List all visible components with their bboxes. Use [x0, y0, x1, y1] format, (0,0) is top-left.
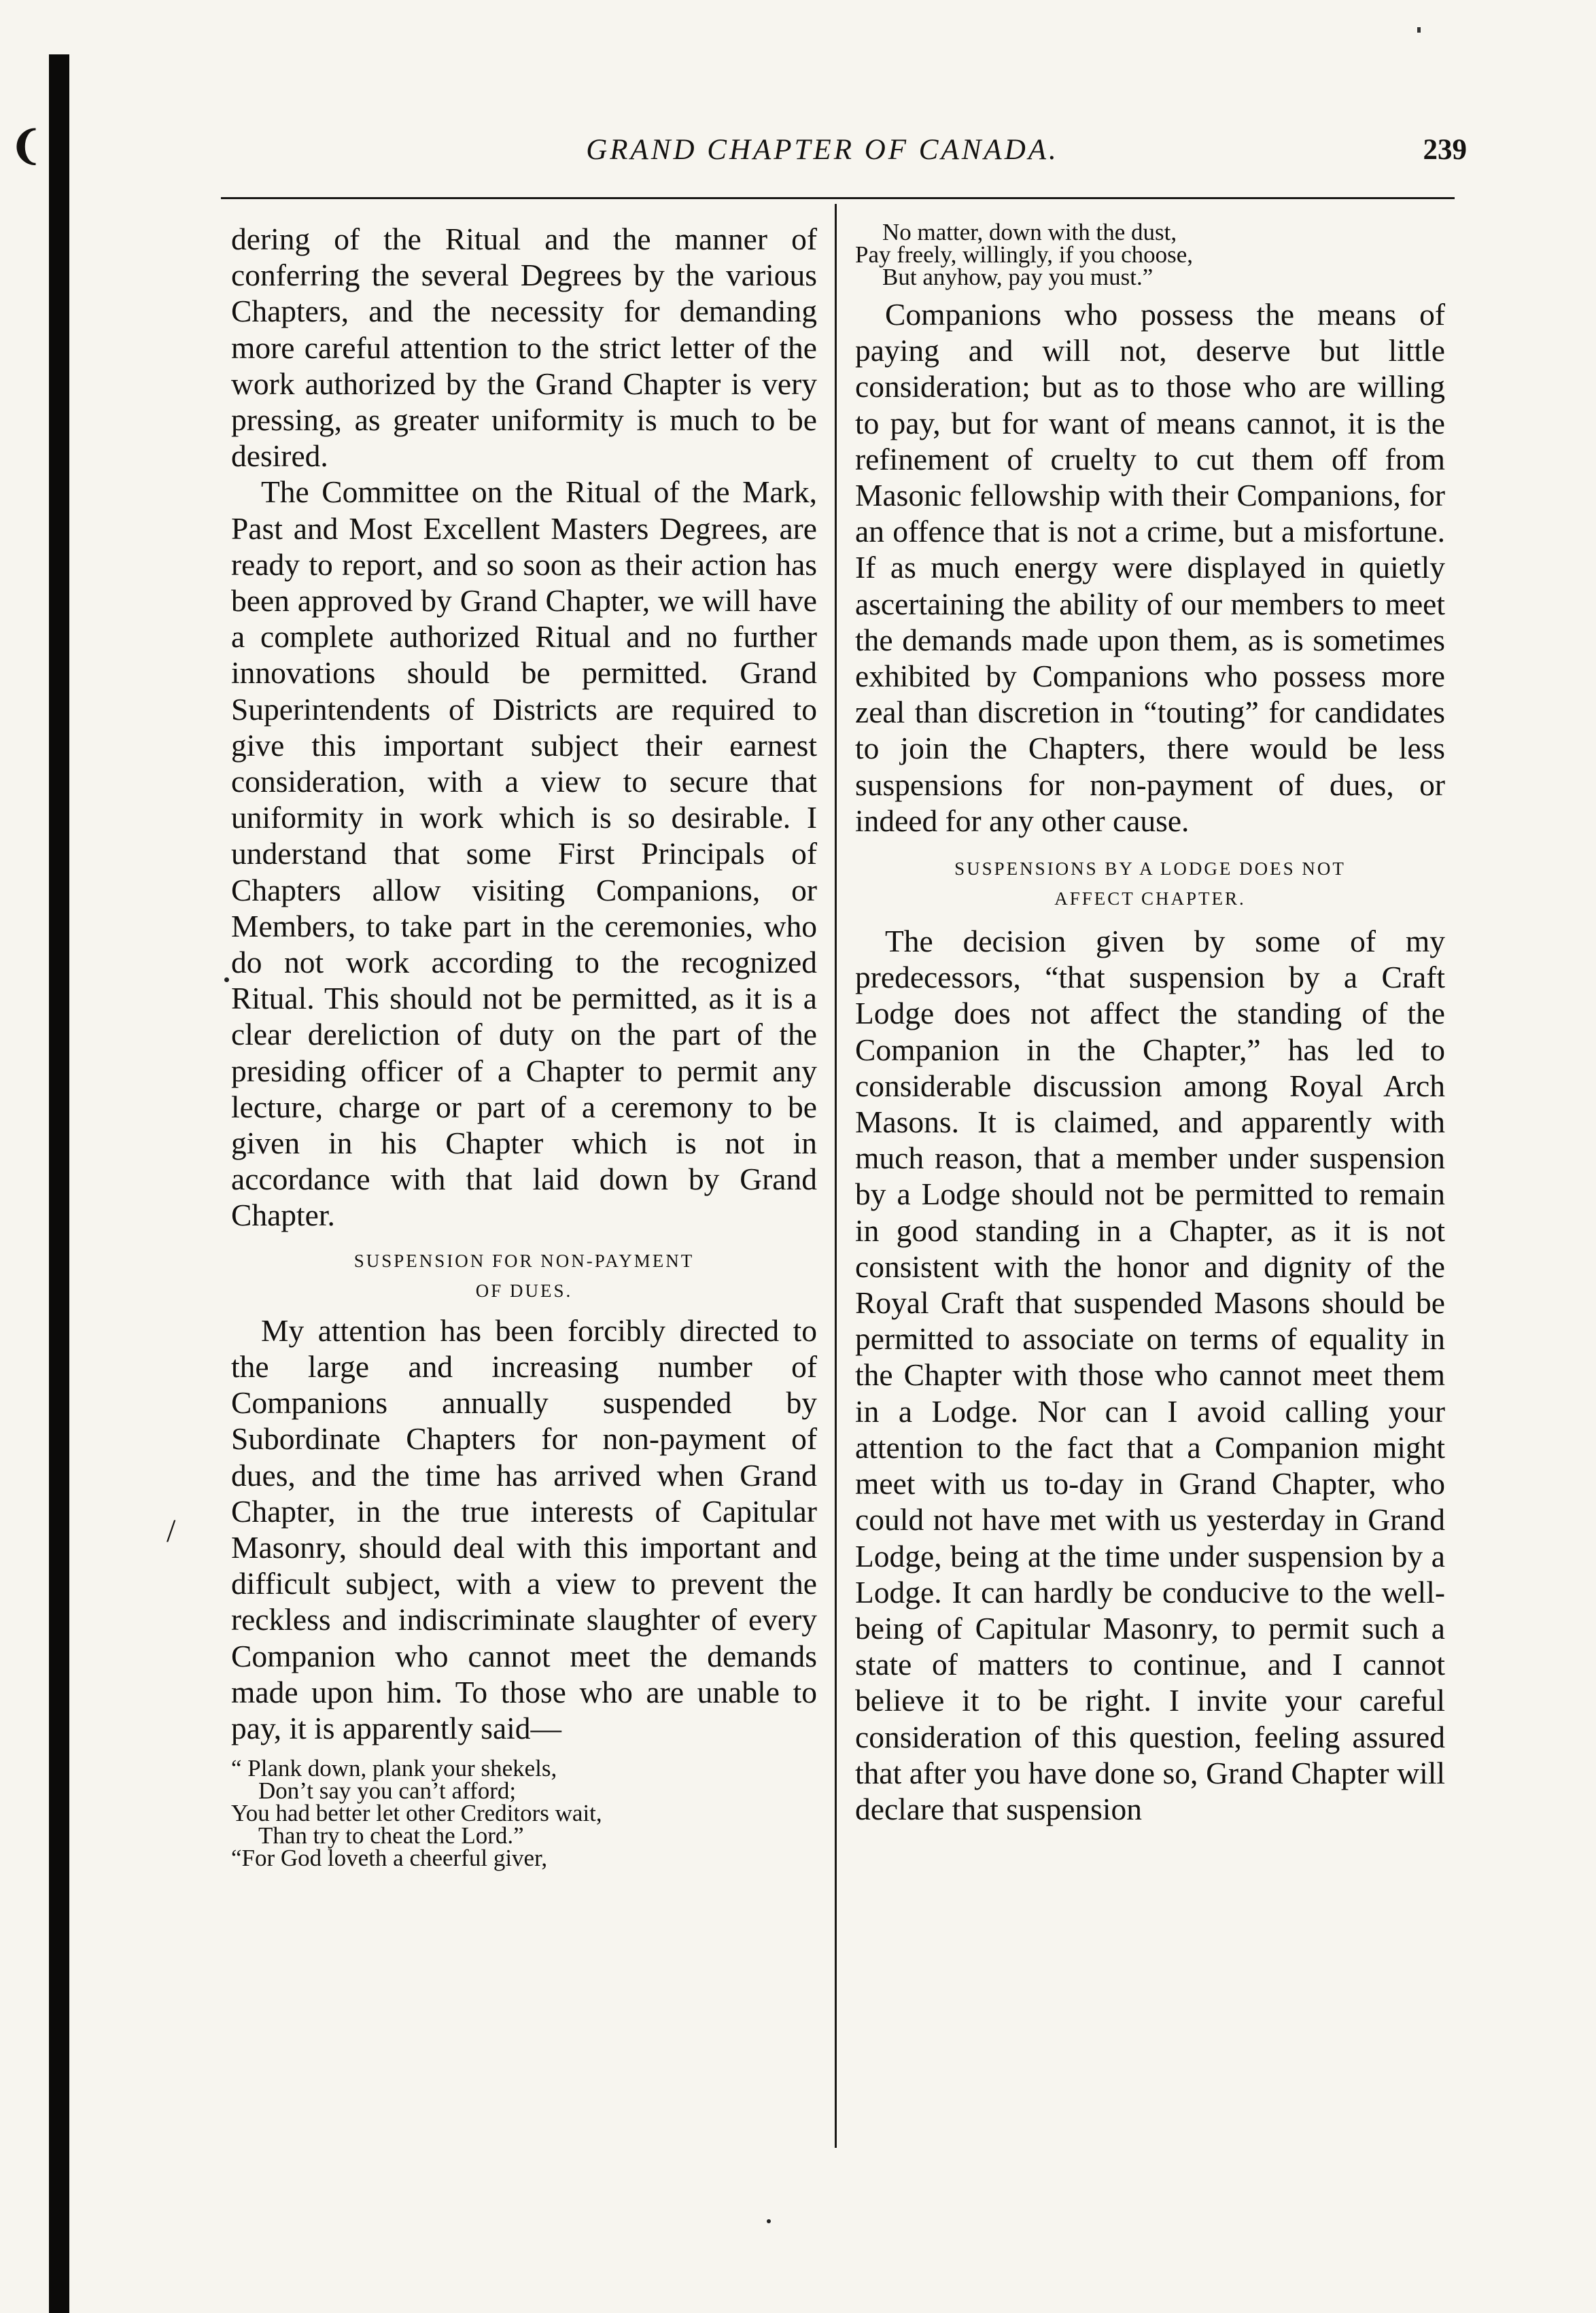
- left-verse: [231, 1755, 817, 1872]
- verse-line: Don’t say you can’t afford;: [258, 1777, 517, 1805]
- section-heading-lodge-suspension-line1: SUSPENSIONS BY A LODGE DOES NOT: [954, 858, 1346, 880]
- right-paragraph-1: Companions who possess the means of paying and will not, deserve but little consideration; but as to those who are willing to pay, but for want of means cannot, it is the refinement of cruelty to cut them off from Masonic fellowship with their Companions, for an offence that is not a crime, but a misfortune. If as much energy were displayed in quietly ascertaining the ability of our members to meet the demands made upon them, as is sometimes exhibited by Companions who possess more zeal than discretion in “touting” for candidates to join the Chapters, there would be less suspensions for non-payment of dues, or indeed for any other cause.: [855, 297, 1445, 838]
- verse-line: “For God loveth a cheerful giver,: [231, 1845, 548, 1872]
- ink-speck: [767, 2219, 771, 2223]
- margin-mark-left-edge: ❨: [10, 124, 43, 168]
- ink-speck: [224, 977, 229, 982]
- section-heading-lodge-suspension-line2: AFFECT CHAPTER.: [1054, 888, 1246, 909]
- verse-line: Pay freely, willingly, if you choose,: [855, 241, 1194, 268]
- right-column: [855, 221, 1445, 1827]
- running-head: GRAND CHAPTER OF CANADA.: [586, 134, 1059, 166]
- left-paragraph-2: The Committee on the Ritual of the Mark, Past and Most Excellent Masters Degrees, are ready to report, and so soon as their action has been approved by Grand Chapter, we will have a complete authorized Ritual and no further innovations should be permitted. Grand Superintendents of Districts are required to give this important subject their earnest consideration, with a view to secure that uniformity in work which is so desirable. I understand that some First Principals of Chapters allow visiting Companions, or Members, to take part in the ceremonies, who do not work according to the recognized Ritual. This should not be permitted, as it is a clear dereliction of duty on the part of the presiding officer of a Chapter to permit any lecture, charge or part of a ceremony to be given in his Chapter which is not in accordance with that laid down by Grand Chapter.: [231, 474, 817, 1233]
- binding-edge: [49, 54, 69, 2313]
- left-column: [231, 221, 817, 1872]
- header-rule: [221, 197, 1455, 199]
- page-number: 239: [1423, 134, 1467, 166]
- left-paragraph-1: dering of the Ritual and the manner of conferring the several Degrees by the various Chapters, and the necessity for demanding more careful attention to the strict letter of the work authorized by the Grand Chapter is very pressing, as greater uniformity is much to be desired.: [231, 222, 817, 474]
- verse-line: But anyhow, pay you must.”: [882, 264, 1153, 290]
- right-paragraph-2: The decision given by some of my predecessors, “that suspension by a Craft Lodge does not affect the standing of the Companion in the Chapter,” has led to considerable discussion among Royal Arch Masons. It is claimed, and apparently with much reason, that a member under suspension by a Lodge should not be permitted to remain in good standing in a Chapter, as it is not consistent with the honor and dignity of the Royal Craft that suspended Masons should be permitted to associate on terms of equality in the Chapter with those who cannot meet them in a Lodge. Nor can I avoid calling your attention to the fact that a Companion might meet with us to-day in Grand Chapter, who could not have met with us yesterday in Grand Lodge, being at the time under suspension by a Lodge. It can hardly be conducive to the well-being of Capitular Masonry, to permit such a state of matters to continue, and I cannot believe it to be right. I invite your careful consideration of this question, feeling assured that after you have done so, Grand Chapter will declare that suspension: [855, 924, 1445, 1826]
- ink-speck: [1417, 27, 1421, 33]
- section-heading-suspension-dues-line2: OF DUES.: [475, 1280, 573, 1301]
- column-divider: [835, 204, 837, 2148]
- verse-line: Than try to cheat the Lord.”: [258, 1822, 524, 1849]
- verse-line: “ Plank down, plank your shekels,: [231, 1755, 557, 1782]
- verse-line: You had better let other Creditors wait,: [231, 1800, 602, 1827]
- right-verse: [855, 221, 1445, 288]
- margin-pencil-mark: /: [167, 1513, 176, 1549]
- left-paragraph-3: My attention has been forcibly directed to the large and increasing number of Companions annually suspended by Subordinate Chapters for non-payment of dues, and the time has arrived when Grand Chapter, in the true interests of Capitular Masonry, should deal with this important and difficult subject, with a view to prevent the reckless and indiscriminate slaughter of every Companion who cannot meet the demands made upon him. To those who are unable to pay, it is apparently said—: [231, 1312, 817, 1745]
- section-heading-suspension-dues-line1: SUSPENSION FOR NON-PAYMENT: [353, 1250, 695, 1271]
- verse-line: No matter, down with the dust,: [882, 219, 1177, 245]
